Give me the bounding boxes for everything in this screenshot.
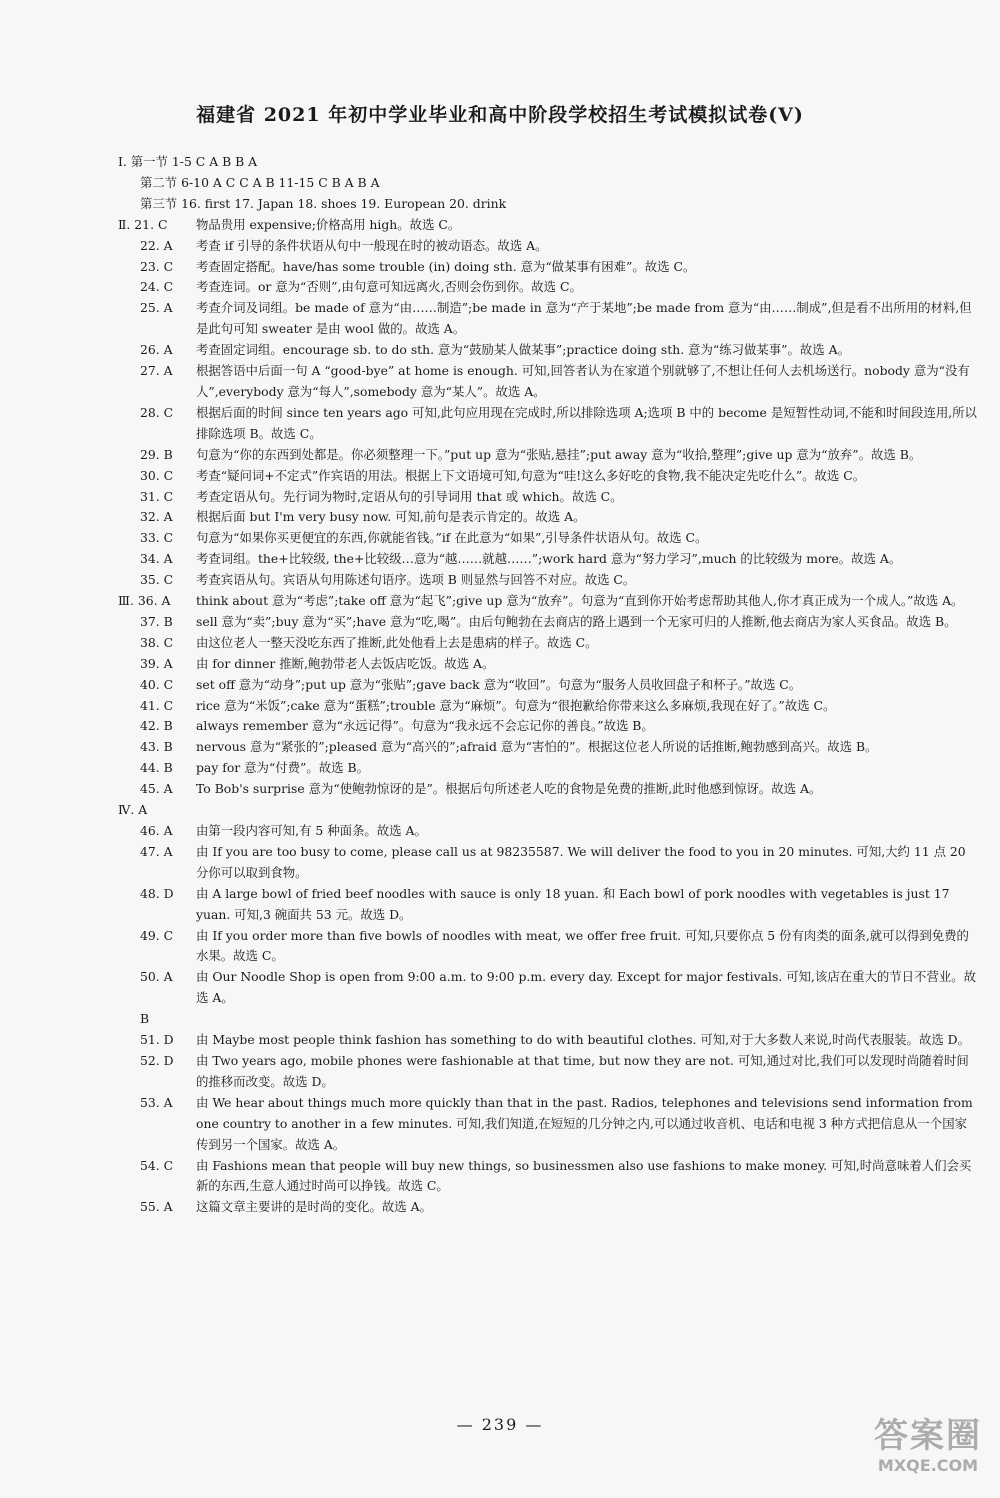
page-number: — 239 — xyxy=(456,1415,544,1434)
answer-number: 38. C xyxy=(140,634,174,650)
answer-number: 24. C xyxy=(140,279,174,295)
answer-explanation: 根据答语中后面一句 A “good-bye” at home is enough. 可知,回答者认为在家道个别就够了,不想让任何人去机场送行。nobody 意为“没有人”,everybody 意为“每人”,somebody 意为“某人”。故选 A。 xyxy=(196,363,970,399)
answer-explanation: 由 for dinner 推断,鲍勃带老人去饭店吃饭。故选 A。 xyxy=(196,655,495,671)
answer-number: 52. D xyxy=(140,1052,174,1068)
answer-explanation: 由 Our Noodle Shop is open from 9:00 a.m. to 9:00 p.m. every day. Except for major festivals. 可知,该店在重大的节日不营业。故选 A。 xyxy=(196,969,977,1006)
answer-explanation: 由 Fashions mean that people will buy new things, so businessmen also use fashions to make money. 可知,时尚意味着人们会买新的东西,生意人通过时尚可以挣钱。故选 C。 xyxy=(196,1157,972,1194)
answer-item xyxy=(118,236,978,257)
answer-item xyxy=(118,737,978,758)
answer-explanation: 考查连词。or 意为“否则”,由句意可知远离火,否则会伤到你。故选 C。 xyxy=(196,279,582,295)
answer-number: Ⅳ. A xyxy=(118,802,148,818)
answer-number: 47. A xyxy=(140,843,173,859)
answer-explanation: 考查固定搭配。have/has some trouble (in) doing sth. 意为“做某事有困难”。故选 C。 xyxy=(196,258,696,274)
answer-explanation: 考查宾语从句。宾语从句用陈述句语序。选项 B 则显然与回答不对应。故选 C。 xyxy=(196,572,636,588)
answer-explanation: 物品贵用 expensive;价格高用 high。故选 C。 xyxy=(196,216,461,232)
answer-number: 22. A xyxy=(140,237,173,253)
answer-explanation: 由 Maybe most people think fashion has something to do with beautiful clothes. 可知,对于大多数人来说,时尚代表服装。故选 D。 xyxy=(196,1032,970,1048)
answer-item xyxy=(118,926,978,968)
answer-item xyxy=(118,445,978,466)
answer-number: 44. B xyxy=(140,760,173,776)
answer-item xyxy=(118,549,978,570)
answer-item xyxy=(118,758,978,779)
answer-explanation: 由这位老人一整天没吃东西了推断,此处他看上去是患病的样子。故选 C。 xyxy=(196,634,598,650)
answer-number: 30. C xyxy=(140,467,174,483)
answer-number: 43. B xyxy=(140,739,173,755)
section1-line: 第二节 6-10 A C C A B 11-15 C B A B A xyxy=(140,174,380,190)
answer-item xyxy=(118,842,978,884)
answer-item xyxy=(118,215,978,236)
answer-item xyxy=(118,716,978,737)
answer-number: 34. A xyxy=(140,551,173,567)
answer-explanation: pay for 意为“付费”。故选 B。 xyxy=(196,760,370,776)
watermark-text-top: 答案圈 xyxy=(874,1416,982,1456)
answer-explanation: 由 A large bowl of fried beef noodles with sauce is only 18 yuan. 和 Each bowl of pork noodles with vegetables is just 17 yuan. 可知,3 碗面共 53 元。故选 D。 xyxy=(196,885,950,922)
answer-number: 31. C xyxy=(140,488,174,504)
watermark-logo xyxy=(868,1416,988,1490)
answer-item xyxy=(118,340,978,361)
answer-item xyxy=(118,1051,978,1093)
answer-item xyxy=(118,696,978,717)
answer-explanation: nervous 意为“紧张的”;pleased 意为“高兴的”;afraid 意为“害怕的”。根据这位老人所说的话推断,鲍勃感到高兴。故选 B。 xyxy=(196,739,878,755)
answer-number: 50. A xyxy=(140,969,173,985)
answer-item xyxy=(118,1156,978,1198)
answer-item xyxy=(118,633,978,654)
answer-number: 28. C xyxy=(140,404,174,420)
answer-number: 48. D xyxy=(140,885,174,901)
answer-explanation: 根据后面的时间 since ten years ago 可知,此句应用现在完成时,所以排除选项 A;选项 B 中的 become 是短暂性动词,不能和时间段连用,所以排除选项 B。故选 C。 xyxy=(196,404,977,441)
answer-item xyxy=(118,298,978,340)
answer-item xyxy=(118,884,978,926)
answer-explanation xyxy=(196,1009,978,1030)
answer-number: Ⅱ. 21. C xyxy=(118,216,168,232)
answer-number: B xyxy=(140,1011,150,1027)
answer-list xyxy=(118,215,978,1219)
answer-number: 46. A xyxy=(140,823,173,838)
section1-line: 第三节 16. first 17. Japan 18. shoes 19. European 20. drink xyxy=(140,195,507,211)
answer-explanation: 考查 if 引导的条件状语从句中一般现在时的被动语态。故选 A。 xyxy=(196,237,548,253)
answer-item xyxy=(118,821,978,842)
answer-number: 26. A xyxy=(140,342,173,358)
answer-explanation: 考查固定词组。encourage sb. to do sth. 意为“鼓励某人做某事”;practice doing sth. 意为“练习做某事”。故选 A。 xyxy=(196,342,850,358)
answer-item xyxy=(118,1009,978,1030)
answer-item xyxy=(118,361,978,403)
answer-explanation: 根据后面 but I'm very busy now. 可知,前句是表示肯定的。故选 A。 xyxy=(196,509,586,525)
answer-number: Ⅲ. 36. A xyxy=(118,593,171,609)
answer-item xyxy=(118,570,978,591)
answer-explanation: set off 意为“动身”;put up 意为“张贴”;gave back 意为“收回”。句意为“服务人员收回盘子和杯子。”故选 C。 xyxy=(196,676,802,692)
answer-number: 35. C xyxy=(140,572,174,588)
answer-explanation: 句意为“你的东西到处都是。你必须整理一下。”put up 意为“张贴,悬挂”;put away 意为“收拾,整理”;give up 意为“放弃”。故选 B。 xyxy=(196,446,922,462)
page-title: 福建省 2021 年初中学业毕业和高中阶段学校招生考试模拟试卷(Ⅴ) xyxy=(196,104,804,126)
answer-explanation: 由 If you order more than five bowls of noodles with meat, we offer free fruit. 可知,只要你点 5 份有肉类的面条,就可以得到免费的水果。故选 C。 xyxy=(196,927,969,964)
section1-line: Ⅰ. 第一节 1-5 C A B B A xyxy=(118,154,258,169)
answer-number: 27. A xyxy=(140,363,173,379)
answer-item xyxy=(118,800,978,821)
answer-explanation: 由 Two years ago, mobile phones were fashionable at that time, but now they are not. 可知,通过对比,我们可以发现时尚随着时间的推移而改变。故选 D。 xyxy=(196,1052,969,1089)
answer-number: 54. C xyxy=(140,1157,174,1173)
answer-explanation: 由 If you are too busy to come, please call us at 98235587. We will deliver the food to you in 20 minutes. 可知,大约 11 点 20 分你可以取到食物。 xyxy=(196,843,966,880)
answer-item xyxy=(118,654,978,675)
answer-number: 51. D xyxy=(140,1032,174,1048)
answer-number: 25. A xyxy=(140,300,173,316)
answer-number: 29. B xyxy=(140,446,173,462)
answer-item xyxy=(118,466,978,487)
answer-item xyxy=(118,675,978,696)
answer-explanation: think about 意为“考虑”;take off 意为“起飞”;give up 意为“放弃”。句意为“直到你开始考虑帮助其他人,你才真正成为一个成人。”故选 A。 xyxy=(196,593,964,609)
answer-explanation: sell 意为“卖”;buy 意为“买”;have 意为“吃,喝”。由后句鲍勃在去商店的路上遇到一个无家可归的人推断,他去商店为家人买食品。故选 B。 xyxy=(196,613,957,629)
answer-number: 23. C xyxy=(140,258,174,274)
answer-item xyxy=(118,612,978,633)
answer-explanation: 考查词组。the+比较级, the+比较级…意为“越……就越……”;work hard 意为“努力学习”,much 的比较级为 more。故选 A。 xyxy=(196,551,902,567)
answer-number: 37. B xyxy=(140,613,173,629)
answer-number: 55. A xyxy=(140,1199,173,1215)
answer-item xyxy=(118,277,978,298)
answer-explanation: always remember 意为“永远记得”。句意为“我永远不会忘记你的善良。”故选 B。 xyxy=(196,718,654,734)
answer-number: 32. A xyxy=(140,509,173,525)
answer-explanation: 考查介词及词组。be made of 意为“由……制造”;be made in 意为“产于某地”;be made from 意为“由……制成”,但是看不出所用的材料,但是此句可知 sweater 是由 wool 做的。故选 A。 xyxy=(196,300,972,337)
answer-explanation: rice 意为“米饭”;cake 意为“蛋糕”;trouble 意为“麻烦”。句意为“很抱歉给你带来这么多麻烦,我现在好了。”故选 C。 xyxy=(196,697,836,713)
answer-item xyxy=(118,1030,978,1051)
answer-number: 33. C xyxy=(140,530,174,546)
answer-number: 53. A xyxy=(140,1094,173,1110)
answer-explanation: 考查定语从句。先行词为物时,定语从句的引导词用 that 或 which。故选 C。 xyxy=(196,488,623,504)
answer-number: 39. A xyxy=(140,655,173,671)
answer-item xyxy=(118,1197,978,1218)
answer-item xyxy=(118,528,978,549)
answer-item xyxy=(118,779,978,800)
answer-explanation: 由第一段内容可知,有 5 种面条。故选 A。 xyxy=(196,823,427,838)
answer-item xyxy=(118,591,978,612)
answer-explanation: 考查“疑问词+不定式”作宾语的用法。根据上下文语境可知,句意为“哇!这么多好吃的食物,我不能决定先吃什么”。故选 C。 xyxy=(196,467,866,483)
answer-item xyxy=(118,507,978,528)
watermark-text-bottom: MXQE.COM xyxy=(877,1456,979,1475)
answer-explanation: 这篇文章主要讲的是时尚的变化。故选 A。 xyxy=(196,1199,432,1215)
answer-number: 42. B xyxy=(140,718,173,734)
answer-number: 45. A xyxy=(140,781,173,797)
answer-item xyxy=(118,403,978,445)
answer-explanation: 由 We hear about things much more quickly than that in the past. Radios, telephones and televisions send information from one country to another in a few minutes. 可知,我们知道,在短短的几分钟之内,可以通过收音机、电话和电视 3 种方式把信息从一个国家传到另一个国家。故选 A。 xyxy=(196,1094,973,1152)
answer-number: 49. C xyxy=(140,927,174,943)
answer-number: 40. C xyxy=(140,676,174,692)
answer-number: 41. C xyxy=(140,697,174,713)
answer-explanation: To Bob's surprise 意为“使鲍勃惊讶的是”。根据后句所述老人吃的食物是免费的推断,此时他感到惊讶。故选 A。 xyxy=(196,781,822,797)
answer-explanation: 句意为“如果你买更便宜的东西,你就能省钱。”if 在此意为“如果”,引导条件状语从句。故选 C。 xyxy=(196,530,708,546)
answer-item xyxy=(118,967,978,1009)
answer-item xyxy=(118,487,978,508)
answer-item xyxy=(118,1093,978,1156)
answer-explanation xyxy=(196,800,978,821)
answer-item xyxy=(118,257,978,278)
answer-content xyxy=(118,152,978,1218)
